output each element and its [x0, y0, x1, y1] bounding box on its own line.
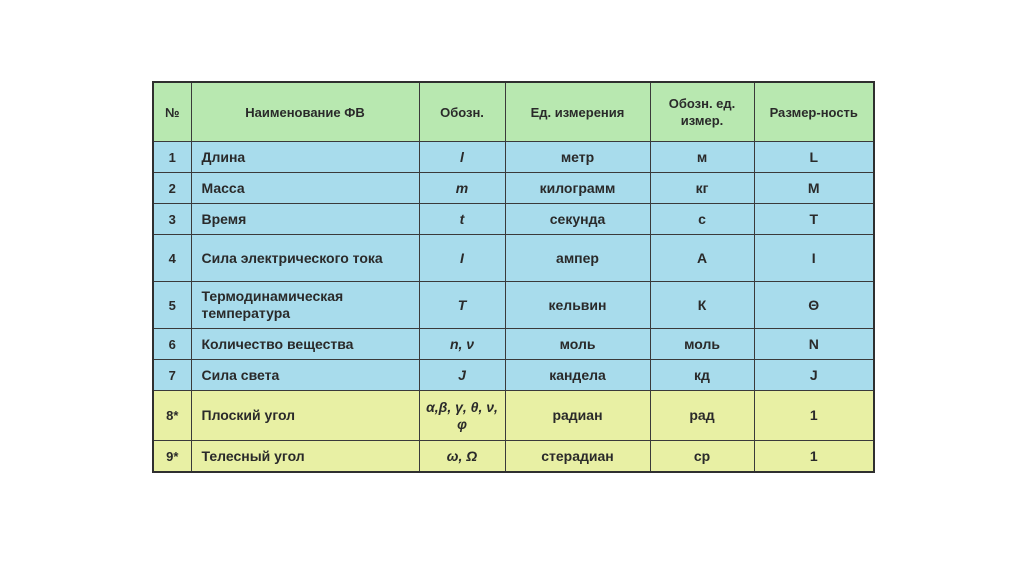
- table-header-row: [153, 82, 874, 142]
- row-number: 6: [153, 329, 191, 360]
- row-number: 5: [153, 282, 191, 329]
- row-unit-symbol: А: [650, 235, 754, 282]
- row-dimension: Θ: [754, 282, 874, 329]
- row-symbol: m: [419, 173, 505, 204]
- table-row: [153, 282, 874, 329]
- row-name: Количество вещества: [191, 329, 419, 360]
- row-symbol: l: [419, 142, 505, 173]
- row-unit-symbol: кд: [650, 360, 754, 391]
- row-unit-symbol: м: [650, 142, 754, 173]
- header-name: Наименование ФВ: [191, 82, 419, 142]
- row-number: 9*: [153, 441, 191, 473]
- row-dimension: 1: [754, 441, 874, 473]
- row-number: 8*: [153, 391, 191, 441]
- row-name: Длина: [191, 142, 419, 173]
- header-unit-symbol: Обозн. ед. измер.: [650, 82, 754, 142]
- table-row: [153, 360, 874, 391]
- row-dimension: 1: [754, 391, 874, 441]
- row-symbol: T: [419, 282, 505, 329]
- row-dimension: L: [754, 142, 874, 173]
- row-unit-symbol: кг: [650, 173, 754, 204]
- row-unit: секунда: [505, 204, 650, 235]
- row-name: Плоский угол: [191, 391, 419, 441]
- row-symbol: ω, Ω: [419, 441, 505, 473]
- row-symbol: J: [419, 360, 505, 391]
- row-name: Сила света: [191, 360, 419, 391]
- row-unit: кандела: [505, 360, 650, 391]
- row-unit: ампер: [505, 235, 650, 282]
- row-name: Масса: [191, 173, 419, 204]
- row-unit: килограмм: [505, 173, 650, 204]
- row-number: 7: [153, 360, 191, 391]
- row-symbol: α,β, γ, θ, ν, φ: [419, 391, 505, 441]
- row-name: Термодинамическая температура: [191, 282, 419, 329]
- row-symbol: I: [419, 235, 505, 282]
- table-row: [153, 441, 874, 473]
- table-row: [153, 204, 874, 235]
- row-unit-symbol: К: [650, 282, 754, 329]
- row-unit-symbol: с: [650, 204, 754, 235]
- row-number: 4: [153, 235, 191, 282]
- si-units-table: [152, 81, 875, 473]
- row-unit-symbol: моль: [650, 329, 754, 360]
- row-number: 2: [153, 173, 191, 204]
- row-dimension: J: [754, 360, 874, 391]
- row-dimension: I: [754, 235, 874, 282]
- header-symbol: Обозн.: [419, 82, 505, 142]
- row-number: 1: [153, 142, 191, 173]
- row-symbol: n, ν: [419, 329, 505, 360]
- header-number: №: [153, 82, 191, 142]
- row-symbol: t: [419, 204, 505, 235]
- row-unit: радиан: [505, 391, 650, 441]
- row-unit-symbol: ср: [650, 441, 754, 473]
- row-number: 3: [153, 204, 191, 235]
- row-unit: метр: [505, 142, 650, 173]
- row-unit-symbol: рад: [650, 391, 754, 441]
- table-row: [153, 173, 874, 204]
- row-unit: моль: [505, 329, 650, 360]
- table-row: [153, 391, 874, 441]
- header-dimension: Размер-ность: [754, 82, 874, 142]
- row-dimension: N: [754, 329, 874, 360]
- table-row: [153, 142, 874, 173]
- row-dimension: M: [754, 173, 874, 204]
- row-name: Сила электрического тока: [191, 235, 419, 282]
- row-unit: кельвин: [505, 282, 650, 329]
- row-unit: стерадиан: [505, 441, 650, 473]
- table-row: [153, 235, 874, 282]
- row-dimension: T: [754, 204, 874, 235]
- table-row: [153, 329, 874, 360]
- row-name: Телесный угол: [191, 441, 419, 473]
- row-name: Время: [191, 204, 419, 235]
- header-unit: Ед. измерения: [505, 82, 650, 142]
